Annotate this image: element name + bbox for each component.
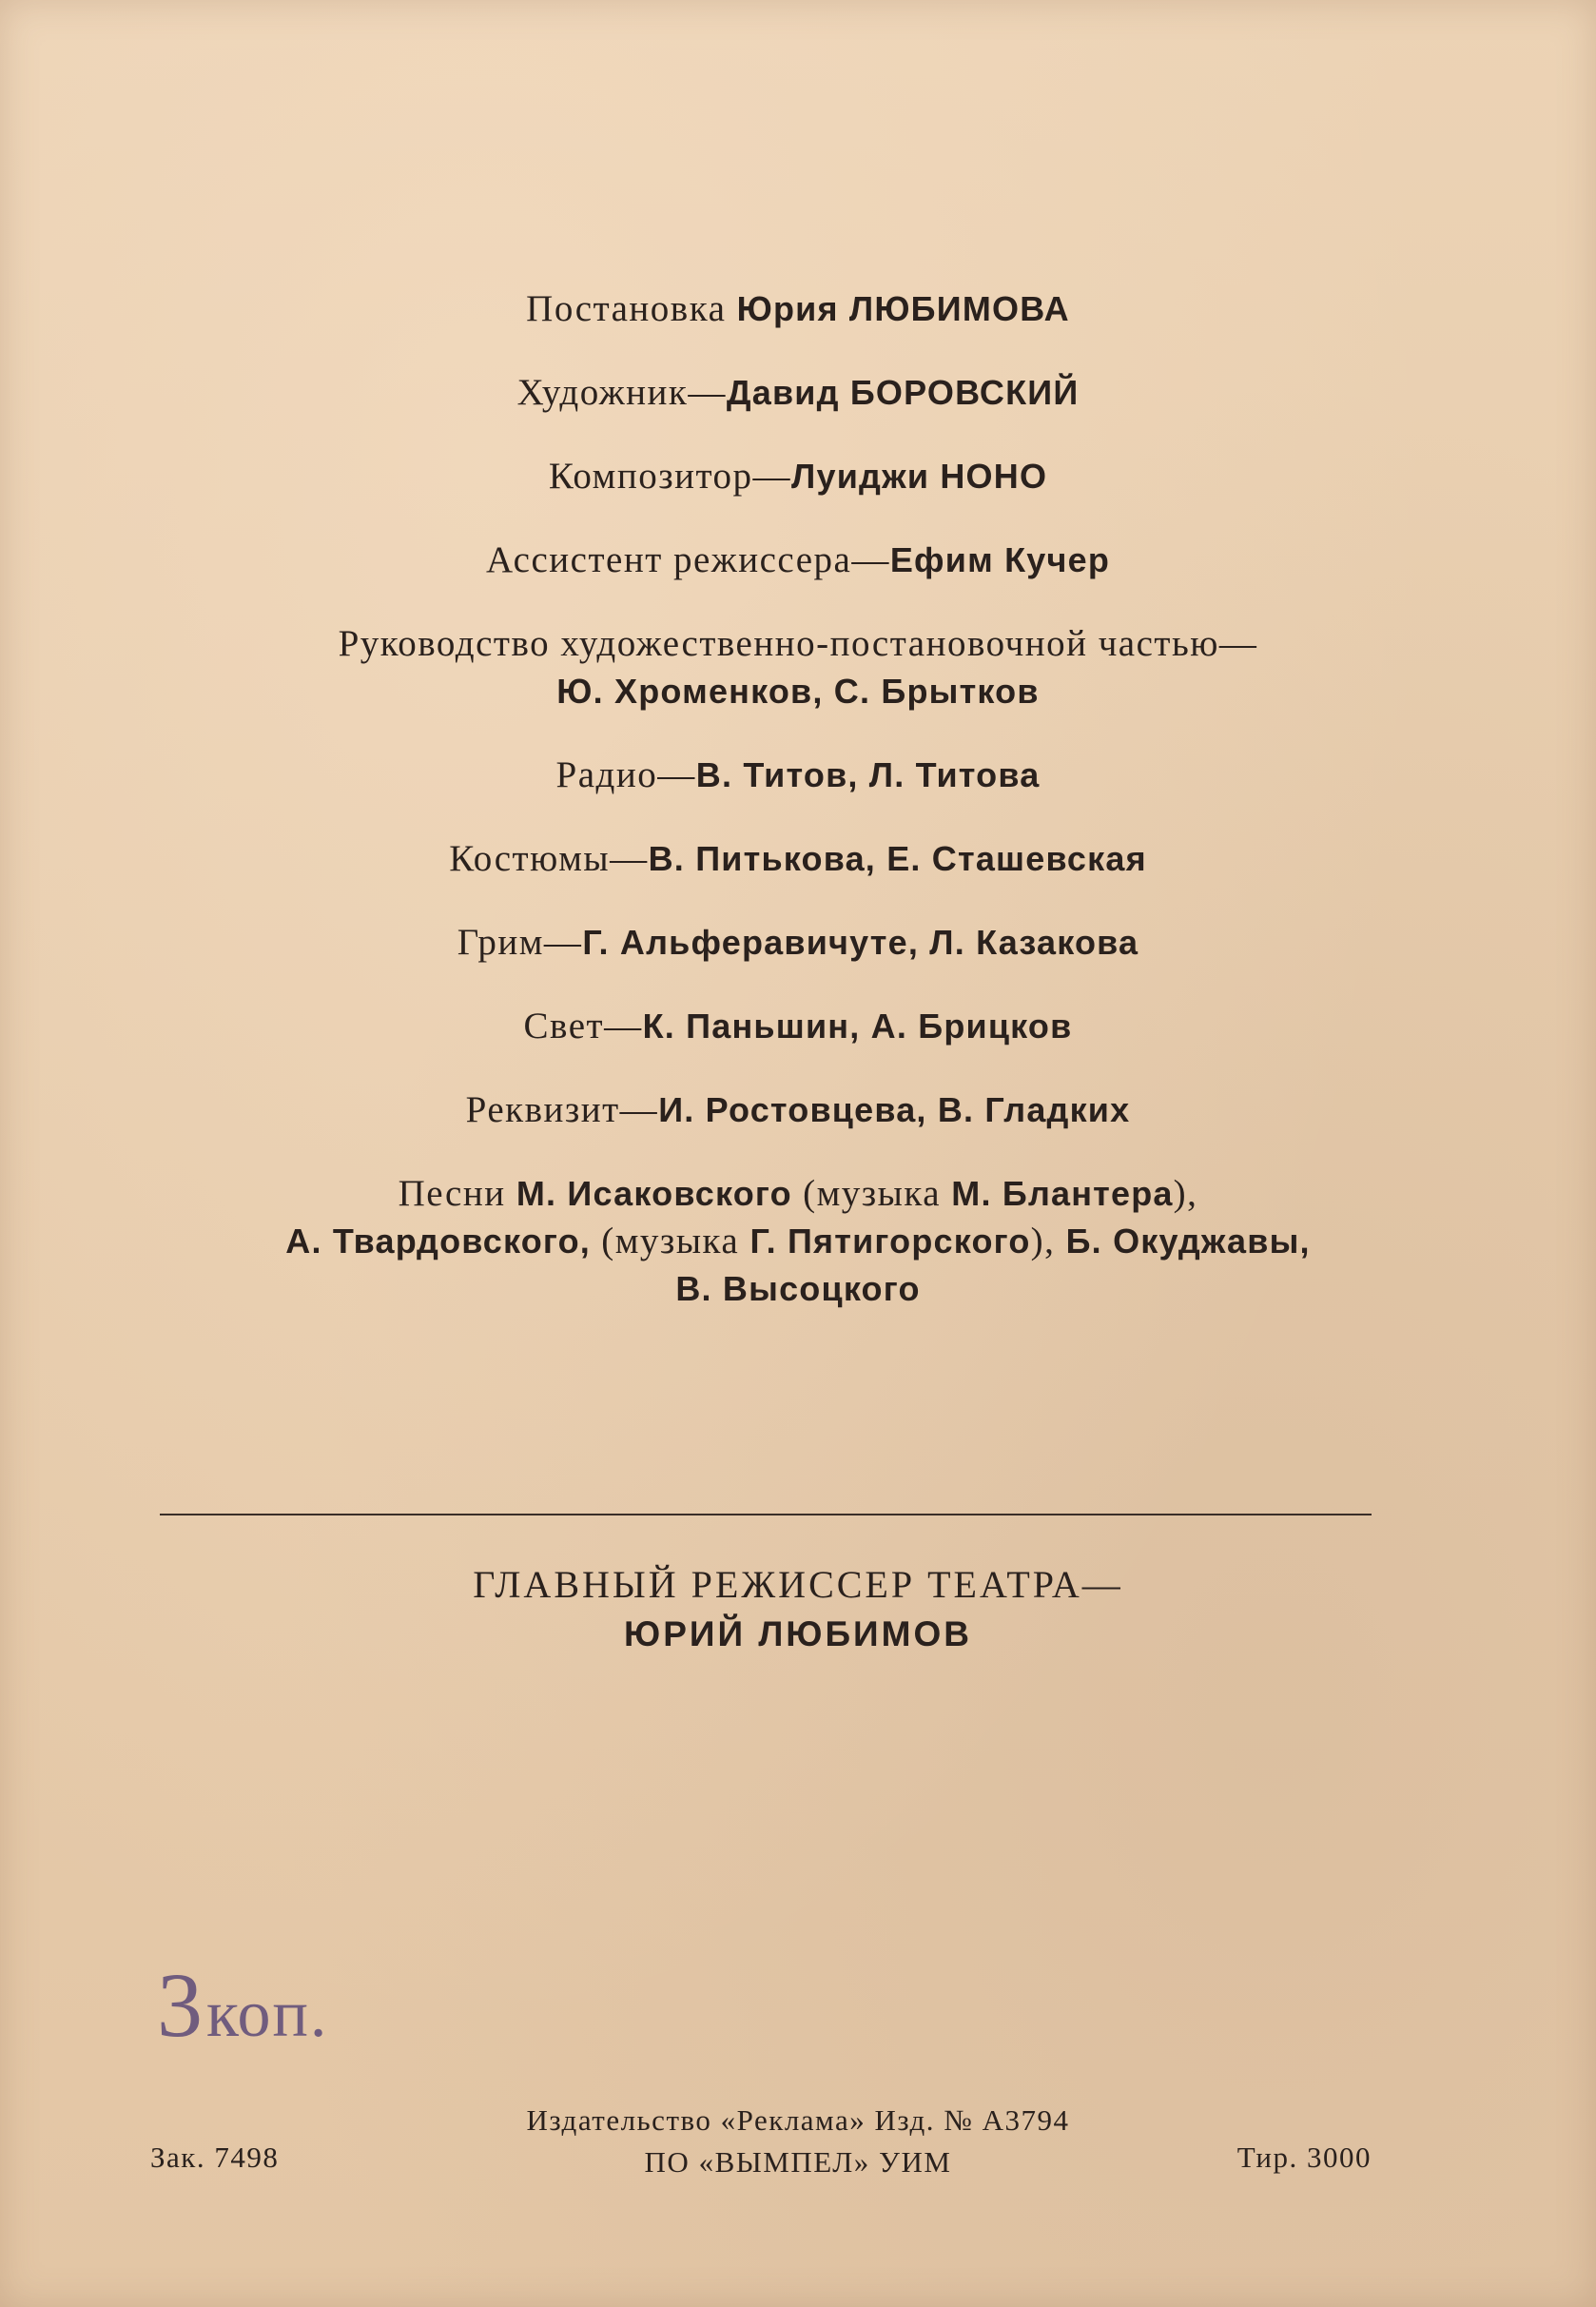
chief-director-title: ГЛАВНЫЙ РЕЖИССЕР ТЕАТРА— bbox=[473, 1563, 1123, 1606]
credit-line bbox=[0, 285, 1596, 333]
credit-line bbox=[0, 453, 1596, 500]
credit-line bbox=[0, 919, 1596, 967]
printer-line: ПО «ВЫМПЕЛ» УИМ bbox=[644, 2145, 952, 2179]
credit-name: М. Блантера bbox=[951, 1174, 1174, 1213]
credit-role: Художник— bbox=[516, 372, 727, 413]
credit-name: Г. Пятигорского bbox=[749, 1222, 1031, 1261]
credit-name: В. Титов, Л. Титова bbox=[695, 755, 1041, 794]
credit-name: Г. Альферавичуте, Л. Казакова bbox=[582, 923, 1139, 962]
separator-rule bbox=[160, 1514, 1372, 1515]
credit-line bbox=[0, 1086, 1596, 1134]
print-run: Тир. 3000 bbox=[1236, 2141, 1372, 2174]
credit-line bbox=[0, 1170, 1596, 1218]
credit-role: Радио— bbox=[555, 754, 696, 795]
credit-role: ), bbox=[1173, 1173, 1198, 1214]
price-stamp-number: 3 bbox=[157, 1954, 203, 2056]
order-number: Зак. 7498 bbox=[150, 2141, 280, 2174]
credit-name: Давид БОРОВСКИЙ bbox=[726, 373, 1080, 412]
credit-name: К. Паньшин, А. Брицков bbox=[642, 1007, 1073, 1046]
credits-list bbox=[0, 285, 1596, 1313]
credit-name: И. Ростовцева, В. Гладких bbox=[658, 1090, 1131, 1129]
credit-name: В. Высоцкого bbox=[675, 1269, 921, 1308]
credit-name: М. Исаковского bbox=[516, 1174, 792, 1213]
chief-director-name: ЮРИЙ ЛЮБИМОВ bbox=[624, 1614, 972, 1653]
credit-role: Композитор— bbox=[548, 456, 792, 497]
credit-name: Луиджи НОНО bbox=[791, 457, 1048, 496]
credit-line bbox=[0, 752, 1596, 799]
credit-name: Ю. Хроменков, С. Брытков bbox=[556, 672, 1040, 711]
credit-line bbox=[0, 1218, 1596, 1265]
credit-role: Грим— bbox=[457, 922, 583, 963]
credit-role: Песни bbox=[398, 1173, 516, 1214]
credit-line bbox=[0, 1003, 1596, 1050]
credit-role: Реквизит— bbox=[465, 1089, 659, 1130]
credit-name: Ефим Кучер bbox=[889, 540, 1111, 579]
credit-role: Костюмы— bbox=[449, 838, 649, 879]
credit-role: Свет— bbox=[523, 1006, 643, 1046]
credit-line bbox=[0, 369, 1596, 417]
credit-name: В. Питькова, Е. Сташевская bbox=[648, 839, 1147, 878]
credit-role: (музыка bbox=[791, 1173, 952, 1214]
credit-role: (музыка bbox=[591, 1221, 750, 1261]
credit-role: Руководство художественно-постановочной частью— bbox=[338, 623, 1258, 664]
price-stamp-unit: коп. bbox=[206, 1978, 329, 2051]
credit-line bbox=[0, 668, 1596, 715]
credit-name: Юрия ЛЮБИМОВА bbox=[736, 289, 1070, 328]
credit-role: Постановка bbox=[526, 288, 737, 329]
credit-name: Б. Окуджавы, bbox=[1065, 1222, 1311, 1261]
credit-role: ), bbox=[1030, 1221, 1066, 1261]
credit-line bbox=[0, 620, 1596, 668]
credit-line bbox=[0, 537, 1596, 584]
credit-line bbox=[0, 835, 1596, 883]
publisher-line: Издательство «Реклама» Изд. № А3794 bbox=[526, 2103, 1070, 2137]
credit-role: Ассистент режиссера— bbox=[485, 539, 890, 580]
chief-director-block bbox=[0, 1560, 1596, 1659]
price-stamp bbox=[157, 1952, 328, 2058]
credit-line bbox=[0, 1265, 1596, 1313]
credit-name: А. Твардовского, bbox=[285, 1222, 592, 1261]
